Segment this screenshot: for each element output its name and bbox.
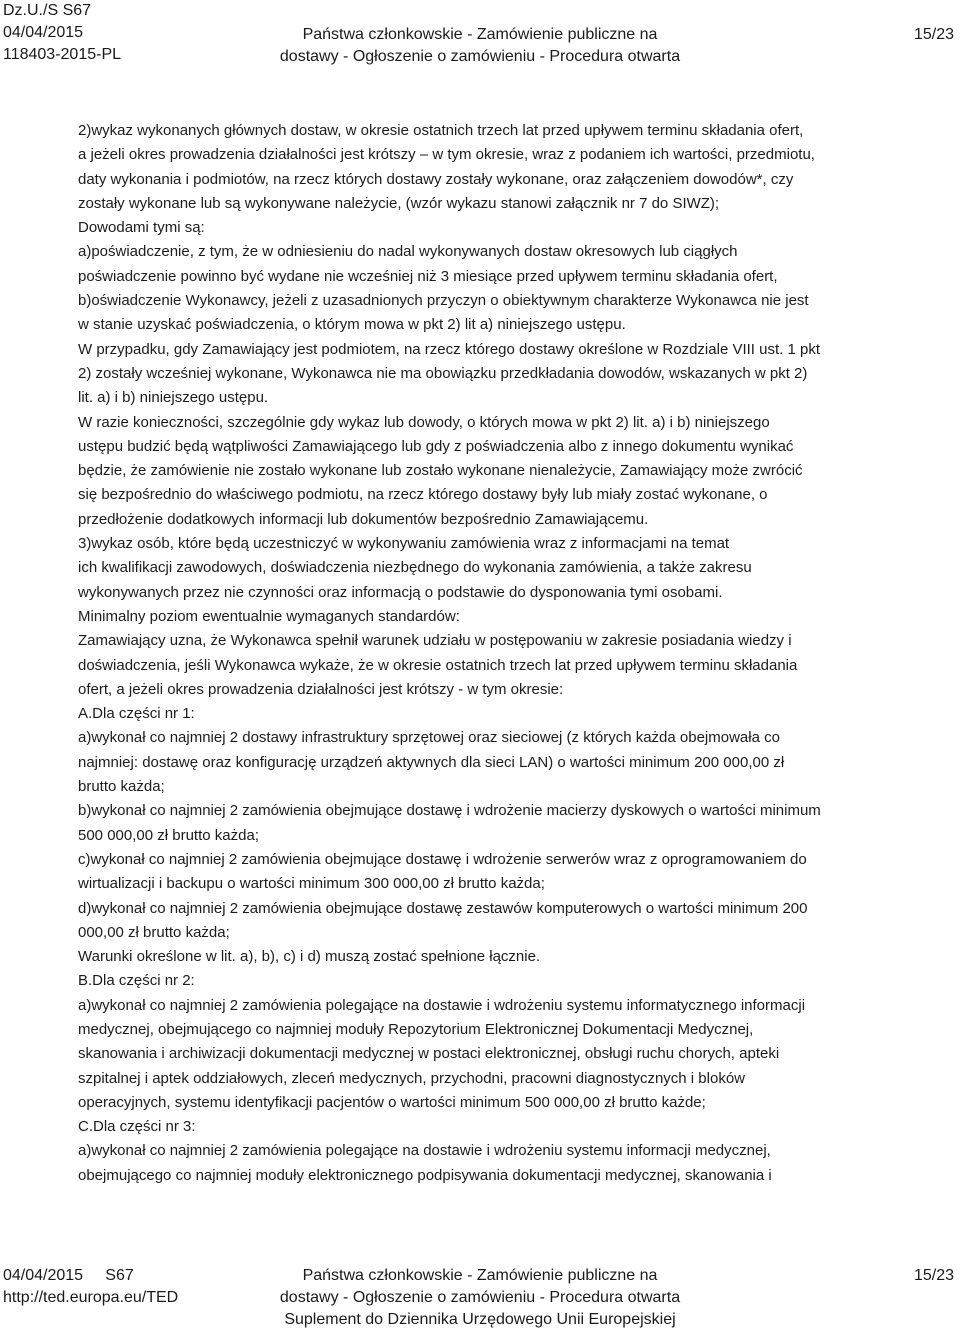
body-line: zostały wykonane lub są wykonywane należycie, (wzór wykazu stanowi załącznik nr 7 do SIWZ);: [78, 194, 720, 212]
body-line: najmniej: dostawę oraz konfigurację urządzeń aktywnych dla sieci LAN) o wartości minimum 200 000,00 zł: [78, 753, 785, 771]
body-line: 3)wykaz osób, które będą uczestniczyć w wykonywaniu zamówienia wraz z informacjami na temat: [78, 535, 730, 553]
body-line: Dowodami tymi są:: [78, 219, 205, 237]
body-line: ustępu budzić będą wątpliwości Zamawiającego lub gdy z poświadczenia albo z innego dokumentu wynikać: [78, 437, 794, 455]
body-line: a)wykonał co najmniej 2 zamówienia polegające na dostawie i wdrożeniu systemu informatycznego informacji: [78, 996, 806, 1014]
body-line: 2) zostały wcześniej wykonane, Wykonawca nie ma obowiązku przedkładania dowodów, wskazanych w pkt 2): [78, 364, 808, 382]
body-line: a)wykonał co najmniej 2 dostawy infrastruktury sprzętowej oraz sieciowej (z których każda obejmowała co: [78, 729, 780, 747]
body-line: w stanie uzyskać poświadczenia, o którym mowa w pkt 2) lit a) niniejszego ustępu.: [78, 316, 626, 334]
header-page-number: 15/23: [913, 26, 954, 43]
body-line: Zamawiający uzna, że Wykonawca spełnił warunek udziału w postępowaniu w zakresie posiadania wiedzy i: [78, 632, 792, 650]
body-line: lit. a) i b) niniejszego ustępu.: [78, 389, 269, 407]
body-line: c)wykonał co najmniej 2 zamówienia obejmujące dostawę i wdrożenie serwerów wraz z oprogramowaniem do: [78, 850, 807, 868]
body-line: szpitalnej i aptek oddziałowych, zleceń medycznych, przychodni, pracowni diagnostycznych i bloków: [78, 1069, 746, 1087]
body-line: b)oświadczenie Wykonawcy, jeżeli z uzasadnionych przyczyn o obiektywnym charakterze Wykonawca nie jest: [78, 292, 809, 310]
footer-url: http://ted.europa.eu/TED: [3, 1289, 179, 1306]
body-line: daty wykonania i podmiotów, na rzecz których dostawy zostały wykonane, oraz załączeniem dowodów*, czy: [78, 170, 794, 188]
notice-number: 118403-2015-PL: [3, 46, 122, 63]
body-line: 500 000,00 zł brutto każda;: [78, 826, 259, 844]
body-line: d)wykonał co najmniej 2 zamówienia obejmujące dostawę zestawów komputerowych o wartości minimum 200: [78, 899, 808, 917]
footer-center: [0, 1265, 960, 1331]
body-line: wykonywanych przez nie czynności oraz informacją o podstawie do dysponowania tymi osobami.: [78, 583, 723, 601]
body-line: B.Dla części nr 2:: [78, 972, 195, 990]
publication-date: 04/04/2015: [3, 24, 84, 41]
header-center: [0, 24, 960, 68]
body-line: doświadczenia, jeśli Wykonawca wykaże, że w okresie ostatnich trzech lat przed upływem terminu składania: [78, 656, 798, 674]
body-line: ofert, a jeżeli okres prowadzenia działalności jest krótszy - w tym okresie:: [78, 680, 564, 698]
body-line: a)poświadczenie, z tym, że w odniesieniu do nadal wykonywanych dostaw okresowych lub ciągłych: [78, 243, 738, 261]
body-line: skanowania i archiwizacji dokumentacji medycznej w postaci elektronicznej, obsługi ruchu chorych, apteki: [78, 1045, 780, 1063]
body-line: a)wykonał co najmniej 2 zamówienia polegające na dostawie i wdrożeniu systemu informacji medycznej,: [78, 1142, 771, 1160]
body-line: Warunki określone w lit. a), b), c) i d) muszą zostać spełnione łącznie.: [78, 948, 541, 966]
body-line: W razie konieczności, szczególnie gdy wykaz lub dowody, o których mowa w pkt 2) lit. a) i b) niniejszego: [78, 413, 770, 431]
body-line: 000,00 zł brutto każda;: [78, 923, 230, 941]
body-line: a jeżeli okres prowadzenia działalności jest krótszy – w tym okresie, wraz z podaniem ich wartości, przedmiotu,: [78, 146, 815, 164]
body-line: będzie, że zamówienie nie zostało wykonane lub zostało wykonane nienależycie, Zamawiający może zwrócić: [78, 462, 803, 480]
body-line: się bezpośrednio do właściwego podmiotu, na rzecz którego dostawy były lub miały zostać wykonane, o: [78, 486, 768, 504]
body-line: operacyjnych, systemu identyfikacji pacjentów o wartości minimum 500 000,00 zł brutto każde;: [78, 1093, 706, 1111]
header-title-line-1: Państwa członkowskie - Zamówienie publiczne na: [302, 26, 658, 43]
body-line: C.Dla części nr 3:: [78, 1118, 196, 1136]
footer-title-line-2: dostawy - Ogłoszenie o zamówieniu - Procedura otwarta: [279, 1289, 681, 1306]
journal-ref: Dz.U./S S67: [3, 2, 92, 19]
body-line: obejmującego co najmniej moduły elektronicznego podpisywania dokumentacji medycznej, skanowania i: [78, 1166, 772, 1184]
body-line: b)wykonał co najmniej 2 zamówienia obejmujące dostawę i wdrożenie macierzy dyskowych o wartości minimum: [78, 802, 821, 820]
body-line: 2)wykaz wykonanych głównych dostaw, w okresie ostatnich trzech lat przed upływem terminu składania ofert,: [78, 122, 804, 139]
footer-date-series: 04/04/2015 S67: [3, 1267, 134, 1284]
body-line: W przypadku, gdy Zamawiający jest podmiotem, na rzecz którego dostawy określone w Rozdziale VIII ust. 1 pkt: [78, 340, 820, 358]
footer-supplement: Suplement do Dziennika Urzędowego Unii Europejskiej: [284, 1311, 676, 1328]
header-title-line-2: dostawy - Ogłoszenie o zamówieniu - Procedura otwarta: [279, 48, 681, 65]
body-line: przedłożenie dodatkowych informacji lub dokumentów bezpośrednio Zamawiającemu.: [78, 510, 649, 528]
body-line: medycznej, obejmującego co najmniej moduły Repozytorium Elektronicznej Dokumentacji Medycznej,: [78, 1020, 754, 1038]
body-line: wirtualizacji i backupu o wartości minimum 300 000,00 zł brutto każda;: [78, 875, 545, 893]
body-line: brutto każda;: [78, 778, 165, 796]
body-line: A.Dla części nr 1:: [78, 705, 195, 723]
footer-title-line-1: Państwa członkowskie - Zamówienie publiczne na: [302, 1267, 658, 1284]
footer-page-number: 15/23: [913, 1267, 954, 1284]
body-line: Minimalny poziom ewentualnie wymaganych standardów:: [78, 607, 460, 625]
document-body: [78, 119, 958, 1188]
body-line: ich kwalifikacji zawodowych, doświadczenia niezbędnego do wykonania zamówienia, a także zakresu: [78, 559, 752, 577]
body-line: poświadczenie powinno być wydane nie wcześniej niż 3 miesiące przed upływem terminu składania ofert,: [78, 267, 778, 285]
